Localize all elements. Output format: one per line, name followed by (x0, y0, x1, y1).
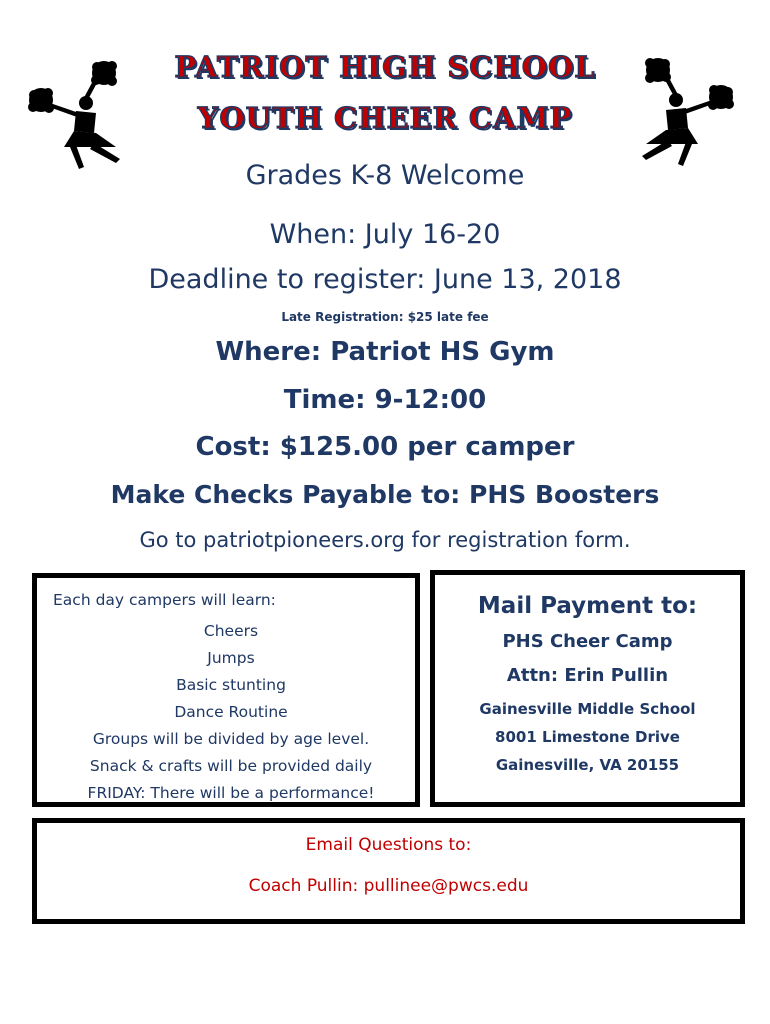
title-line-1: PATRIOT HIGH SCHOOL (174, 50, 596, 84)
mail-line-street: 8001 Limestone Drive (495, 728, 680, 746)
email-questions-box (32, 818, 745, 924)
mail-line-school: Gainesville Middle School (479, 700, 696, 718)
learn-note-groups: Groups will be divided by age level. (92, 730, 370, 748)
cost-text: Cost: $125.00 per camper (195, 432, 575, 462)
learn-item-stunting: Basic stunting (176, 676, 286, 694)
learn-item-dance: Dance Routine (174, 703, 288, 721)
learn-item-cheers: Cheers (203, 622, 259, 640)
learn-note-friday: FRIDAY: There will be a performance! (87, 784, 375, 802)
time-text: Time: 9-12:00 (283, 385, 487, 415)
learn-heading: Each day campers will learn: (53, 591, 276, 609)
learn-note-snack: Snack & crafts will be provided daily (89, 757, 373, 775)
mail-line-city: Gainesville, VA 20155 (495, 756, 680, 774)
learn-box (32, 573, 420, 807)
mail-payment-box (430, 570, 745, 807)
learn-item-jumps: Jumps (207, 649, 255, 667)
mail-line-camp: PHS Cheer Camp (502, 631, 673, 652)
checks-payable-text: Make Checks Payable to: PHS Boosters (110, 480, 660, 509)
email-contact: Coach Pullin: pullinee@pwcs.edu (248, 876, 529, 896)
when-text: When: July 16-20 (269, 219, 501, 250)
deadline-text: Deadline to register: June 13, 2018 (148, 264, 622, 295)
mail-line-attn: Attn: Erin Pullin (506, 665, 669, 686)
late-fee-text: Late Registration: $25 late fee (281, 310, 489, 324)
email-heading: Email Questions to: (305, 835, 472, 855)
mail-heading: Mail Payment to: (477, 593, 698, 619)
registration-link-text: Go to patriotpioneers.org for registration form. (139, 528, 631, 552)
title-line-2: YOUTH CHEER CAMP (197, 101, 573, 135)
where-text: Where: Patriot HS Gym (215, 337, 555, 367)
grades-text: Grades K-8 Welcome (245, 160, 525, 191)
